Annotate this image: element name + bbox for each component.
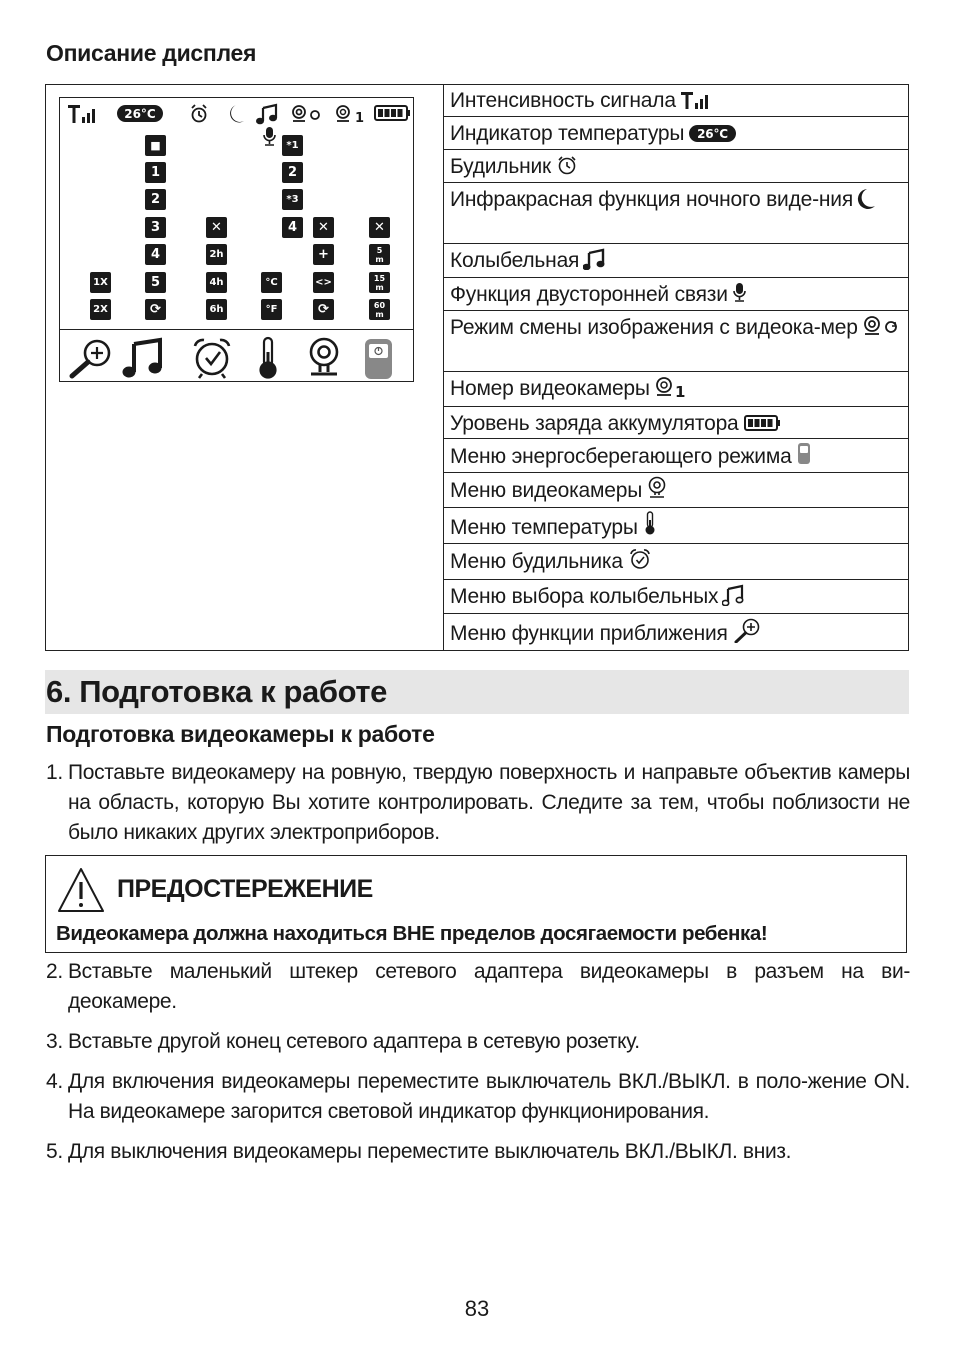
section-title: Описание дисплея [46,40,257,66]
music-note-icon [583,248,607,270]
camera-3-key: *3 [282,189,303,210]
legend-row: Меню функции приближения [444,614,909,651]
camera-number-icon [337,106,364,126]
power-save-15m-key: 15 m [369,272,390,293]
legend-row: Номер видеокамеры 1 [444,372,909,407]
zoom-icon [72,341,109,376]
lcd-status-bar [64,102,414,126]
alarm-6h-key: 6h [206,299,227,320]
camera-2-key: 2 [282,162,303,183]
step-item: 4. Для включения видеокамеры переместите выключатель ВКЛ./ВЫКЛ. в поло-жение ON. На видеокамере загорится световой индикатор функционирования. [46,1070,910,1123]
signal-icon [68,105,95,123]
lullaby-1-key: 1 [145,162,166,183]
lullaby-2-key: 2 [145,189,166,210]
music-note-icon [257,105,277,124]
svg-text:1: 1 [355,111,365,126]
legend-row: Уровень заряда аккумулятора [444,407,909,439]
battery-icon [743,413,783,433]
camera-cycle-icon [293,106,319,121]
alarm-2h-key: 2h [206,244,227,265]
microphone-icon [262,126,278,148]
power-save-icon [796,442,812,466]
chapter-title: 6. Подготовка к работе [46,674,387,709]
subsection-title: Подготовка видеокамеры к работе [46,721,435,747]
lullaby-4-key: 4 [145,244,166,265]
alarm-clock-icon [627,547,653,571]
camera-cycle-key: ⟳ [313,299,334,320]
lullaby-repeat-key: ⟳ [145,299,166,320]
legend-row: Инфракрасная функция ночного виде-ния [444,183,909,244]
warning-text: Видеокамера должна находиться ВНЕ пределов досягаемости ребенка! [56,922,768,945]
thermometer-icon [642,511,658,537]
svg-text:26°C: 26°C [697,127,729,141]
step-item: 2. Вставьте маленький штекер сетевого адаптера видеокамеры в разъем на ви-деокамере. [46,960,910,1013]
warning-triangle-icon [56,866,106,914]
moon-icon [857,187,877,209]
stop-key: ■ [145,135,166,156]
legend-row: Функция двусторонней связи [444,278,909,311]
microphone-icon [732,282,748,304]
alarm-clock-icon [192,105,206,122]
camera-4-key: 4 [282,217,303,238]
legend-row: Меню видеокамеры [444,473,909,508]
step-item: 5. Для выключения видеокамеры переместите выключатель ВКЛ./ВЫКЛ. вниз. [46,1140,792,1163]
zoom-1x-key: 1X [90,272,111,293]
camera-scan-key: <> [313,272,334,293]
step-item: 1. Поставьте видеокамеру на ровную, твердую поверхность и направьте объектив камеры на область, которую Вы хотите контролировать. Следите за тем, чтобы поблизости не было никаких других электроприборов. [46,761,910,844]
warning-title: ПРЕДОСТЕРЕЖЕНИЕ [117,875,373,903]
music-note-icon [722,584,746,606]
camera-remove-key: ✕ [313,217,334,238]
legend-row: Меню будильника [444,544,909,580]
camera-1-key: *1 [282,135,303,156]
lullaby-5-key: 5 [145,272,166,293]
power-save-icon [365,339,392,379]
zoom-icon [732,617,762,643]
battery-icon [375,106,410,120]
lullaby-3-key: 3 [145,217,166,238]
celsius-key: °C [261,272,282,293]
svg-text:26°C: 26°C [124,107,156,121]
alarm-clock-icon [195,340,229,378]
alarm-off-key: ✕ [206,217,227,238]
fahrenheit-key: °F [261,299,282,320]
alarm-4h-key: 4h [206,272,227,293]
legend-row: Меню энергосберегающего режима [444,439,909,473]
camera-number-icon [654,376,688,398]
lcd-menu-icons [62,334,412,380]
legend-row: Будильник [444,150,909,183]
legend-row: Колыбельная [444,244,909,278]
legend-row: Индикатор температуры 26°C [444,117,909,150]
legend-row: Меню температуры [444,508,909,544]
temperature-badge-icon [688,123,738,143]
zoom-2x-key: 2X [90,299,111,320]
moon-icon [230,105,244,122]
camera-cycle-icon [862,315,902,337]
legend-row: Режим смены изображения с видеока-мер [444,311,909,372]
svg-text:1: 1 [674,383,686,398]
music-note-icon [123,340,161,377]
signal-icon [680,90,714,110]
thermometer-icon [261,338,276,378]
power-save-60m-key: 60 m [369,299,390,320]
legend-row: Интенсивность сигнала [444,84,909,117]
power-save-off-key: ✕ [369,217,390,238]
temperature-badge-icon [117,105,163,122]
camera-icon [646,476,668,500]
alarm-clock-icon [555,154,579,176]
legend-row: Меню выбора колыбельных [444,580,909,614]
step-item: 3. Вставьте другой конец сетевого адаптера в сетевую розетку. [46,1030,640,1053]
power-save-5m-key: 5 m [369,244,390,265]
page-number: 83 [464,1296,490,1321]
camera-icon [311,339,337,374]
camera-add-key: + [313,244,334,265]
